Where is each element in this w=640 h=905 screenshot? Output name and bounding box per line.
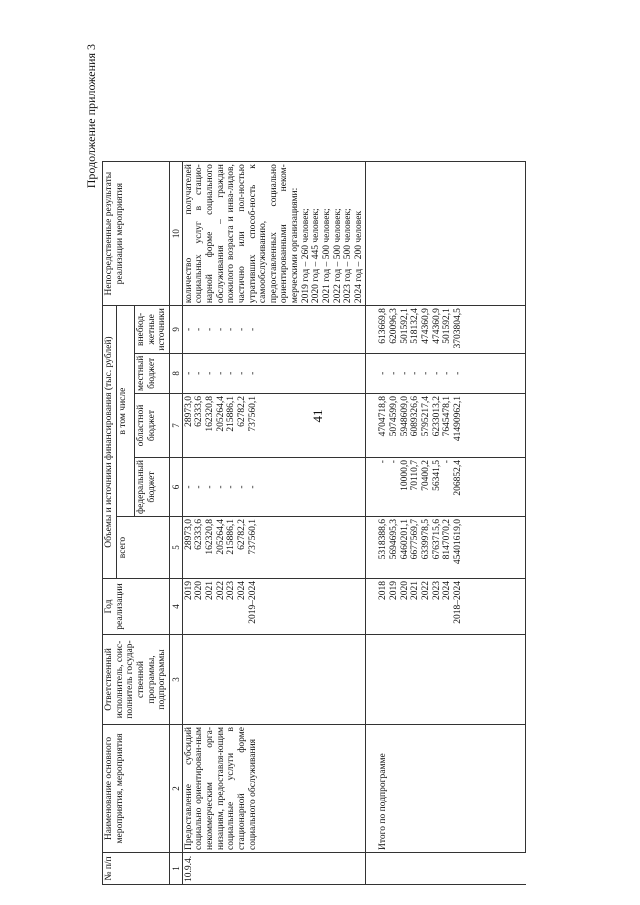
- subprogram-extra-item: 474360,9: [431, 308, 442, 344]
- measure-local-item: -: [247, 371, 258, 375]
- results-lines-item: 2024 год – 200 человек: [353, 210, 364, 304]
- subprogram-regional-item: 6233013,2: [431, 396, 442, 437]
- subprogram-regional-item: 41490962,1: [452, 396, 463, 442]
- measure-local-item: -: [215, 371, 226, 375]
- page-number: 41: [310, 409, 325, 423]
- subprogram-federal-item: -: [378, 460, 389, 464]
- subprogram-regional-item: 4704718,8: [378, 396, 389, 437]
- subprogram-total-item: 45401619,0: [452, 519, 463, 565]
- measure-years-item: 2019–2024: [247, 581, 258, 624]
- measure-results: [182, 162, 366, 306]
- index-cell: 8: [169, 353, 182, 393]
- subprogram-years-item: 2021: [410, 581, 421, 600]
- index-cell: 1: [169, 853, 182, 885]
- subprogram-extra-item: 501592,1: [399, 308, 410, 344]
- header-federal: федеральный бюджет: [134, 458, 169, 517]
- subprogram-total-item: 8147070,2: [442, 519, 453, 560]
- header-executor: Ответственный исполнитель, соис-полнитель государ-ственной программы, подпрограммы: [103, 635, 170, 725]
- header-regional: областной бюджет: [134, 394, 169, 458]
- measure-extra-item: -: [215, 327, 226, 331]
- measure-total-item: 737560,1: [247, 519, 258, 555]
- results-lines-item: 2023 год – 500 человек;: [343, 208, 354, 304]
- funding-table: [102, 161, 526, 885]
- subprogram-extra-item: 620096,3: [389, 308, 400, 344]
- subprogram-total-item: 6339978,5: [420, 519, 431, 560]
- measure-total-item: 62782,2: [236, 519, 247, 550]
- index-cell: 4: [169, 579, 182, 635]
- subprogram-total-item: 5318388,6: [378, 519, 389, 560]
- measure-local-item: -: [226, 371, 237, 375]
- measure-years-item: 2019: [183, 581, 194, 600]
- measure-regional-item: 205264,4: [215, 396, 226, 432]
- measure-total-item: 62333,6: [194, 519, 205, 550]
- measure-total-item: 28973,0: [183, 519, 194, 550]
- header-year: Год реализации: [103, 579, 170, 635]
- measure-years-item: 2023: [226, 581, 237, 600]
- subprogram-total-item: 6763715,6: [431, 519, 442, 560]
- subprogram-local-item: -: [399, 371, 410, 375]
- subprogram-regional-item: 5948609,0: [399, 396, 410, 437]
- subprogram-federal-item: -: [389, 460, 400, 464]
- subprogram-total: [366, 517, 526, 579]
- subprogram-regional: [366, 394, 526, 458]
- subprogram-local-item: -: [442, 371, 453, 375]
- measure-regional-item: 28973,0: [183, 396, 194, 427]
- measure-extra-item: -: [247, 327, 258, 331]
- results-lines-item: 2020 год – 445 человек;: [311, 208, 322, 304]
- measure-regional-item: 162320,8: [205, 396, 216, 432]
- measure-federal-item: -: [215, 485, 226, 489]
- rotated-page-content: [82, 20, 574, 885]
- results-lines-item: 2021 год – 500 человек;: [321, 208, 332, 304]
- subprogram-regional-item: 6089326,6: [410, 396, 421, 437]
- measure-extra-item: -: [194, 327, 205, 331]
- measure-years-item: 2020: [194, 581, 205, 600]
- measure-regional-item: 62782,2: [236, 396, 247, 427]
- measure-executor: [182, 635, 366, 725]
- subprogram-years-item: 2020: [399, 581, 410, 600]
- results-text: количество получателей социальных услуг в стацио-нарной форме социального обслуживания – граждан пожилого возраста и инва-лидов, частично или пол-ностью утративших способ-ность к самообслуживанию, предоставленных социально ориентированными неком-мерческими организациями:: [183, 164, 301, 304]
- subprogram-total-row: [366, 162, 526, 885]
- index-cell: 10: [169, 162, 182, 306]
- index-cell: 5: [169, 517, 182, 579]
- header-results: Непосредственные результаты реализации мероприятия: [103, 162, 170, 306]
- measure-extra-item: -: [183, 327, 194, 331]
- results-lines-item: 2022 год – 500 человек;: [332, 208, 343, 304]
- subprogram-local-item: -: [452, 371, 463, 375]
- header-row-1: [103, 162, 117, 885]
- subprogram-local-item: -: [431, 371, 442, 375]
- index-cell: 6: [169, 458, 182, 517]
- continuation-caption: Продолжение приложения 3: [84, 44, 98, 189]
- results-lines-item: 2019 год – 260 человек;: [300, 208, 311, 304]
- measure-total-item: 205264,4: [215, 519, 226, 555]
- subprogram-local-item: -: [378, 371, 389, 375]
- subprogram-years-item: 2023: [431, 581, 442, 600]
- measure-name: Предоставление субсидий социально ориентирован-ным некоммерческим орга-низациям, предоставля-ющим социальные услуги в стационарной форме социального обслуживания: [182, 725, 366, 853]
- measure-local-item: -: [183, 371, 194, 375]
- subprogram-local-item: -: [410, 371, 421, 375]
- measure-extra: [182, 306, 366, 353]
- index-cell: 7: [169, 394, 182, 458]
- subprogram-total-item: 6460201,1: [399, 519, 410, 560]
- subprogram-extra-item: 613669,8: [378, 308, 389, 344]
- header-local: местный бюджет: [134, 353, 169, 393]
- measure-regional-item: 737560,1: [247, 396, 258, 432]
- subprogram-years-item: 2019: [389, 581, 400, 600]
- measure-total: [182, 517, 366, 579]
- measure-regional-item: 62333,6: [194, 396, 205, 427]
- header-extra: внебюд-жетные источники: [134, 306, 169, 353]
- subprogram-years-item: 2018–2024: [452, 581, 463, 624]
- header-funding: Объемы и источники финансирования (тыс. рублей): [103, 306, 117, 579]
- measure-years-item: 2022: [215, 581, 226, 600]
- subprogram-federal-item: 70110,7: [410, 460, 421, 491]
- subprogram-years-item: 2018: [378, 581, 389, 600]
- measure-federal-item: -: [194, 485, 205, 489]
- measure-regional: [182, 394, 366, 458]
- measure-federal-item: -: [247, 485, 258, 489]
- subprogram-total-item: 5694695,3: [389, 519, 400, 560]
- measure-local-item: -: [205, 371, 216, 375]
- header-measure-name: Наименование основного мероприятия, мероприятия: [103, 725, 170, 853]
- measure-local: [182, 353, 366, 393]
- subprogram-years-item: 2024: [442, 581, 453, 600]
- measure-local-item: -: [236, 371, 247, 375]
- subprogram-local-item: -: [389, 371, 400, 375]
- measure-years: [182, 579, 366, 635]
- header-including: в том числе: [116, 306, 134, 517]
- subprogram-local-item: -: [420, 371, 431, 375]
- subprogram-years: [366, 579, 526, 635]
- subprogram-federal-item: 70400,2: [420, 460, 431, 491]
- measure-federal: [182, 458, 366, 517]
- subprogram-federal-item: 10000,0: [399, 460, 410, 491]
- measure-total-item: 215886,1: [226, 519, 237, 555]
- subprogram-federal: [366, 458, 526, 517]
- subprogram-regional-item: 5074599,0: [389, 396, 400, 437]
- subprogram-extra-item: 474360,9: [420, 308, 431, 344]
- subprogram-local: [366, 353, 526, 393]
- measure-row: [182, 162, 366, 885]
- header-total: всего: [116, 517, 169, 579]
- subprogram-federal-item: 56341,5: [431, 460, 442, 491]
- subprogram-extra: [366, 306, 526, 353]
- measure-years-item: 2024: [236, 581, 247, 600]
- column-index-row: [169, 162, 182, 885]
- measure-federal-item: -: [236, 485, 247, 489]
- subprogram-regional-item: 7645478,1: [442, 396, 453, 437]
- measure-federal-item: -: [205, 485, 216, 489]
- subprogram-extra-item: 501592,1: [442, 308, 453, 344]
- index-cell: 2: [169, 725, 182, 853]
- measure-regional-item: 215886,1: [226, 396, 237, 432]
- measure-federal-item: -: [183, 485, 194, 489]
- subprogram-federal-item: -: [442, 460, 453, 464]
- index-cell: 3: [169, 635, 182, 725]
- index-cell: 9: [169, 306, 182, 353]
- measure-years-item: 2021: [205, 581, 216, 600]
- measure-local-item: -: [194, 371, 205, 375]
- results-lines: [301, 164, 365, 303]
- subprogram-total-label: Итого по подпрограмме: [366, 725, 526, 853]
- subprogram-extra-item: 3703804,5: [452, 308, 463, 349]
- subprogram-federal-item: 206852,4: [452, 460, 463, 496]
- subprogram-extra-item: 518132,4: [410, 308, 421, 344]
- measure-extra-item: -: [226, 327, 237, 331]
- measure-total-item: 162320,8: [205, 519, 216, 555]
- measure-extra-item: -: [236, 327, 247, 331]
- measure-number: 10.9.4.: [182, 853, 366, 885]
- subprogram-regional-item: 5795217,4: [420, 396, 431, 437]
- header-number: № п/п: [103, 853, 170, 885]
- measure-extra-item: -: [205, 327, 216, 331]
- subprogram-total-item: 6677569,7: [410, 519, 421, 560]
- subprogram-years-item: 2022: [420, 581, 431, 600]
- measure-federal-item: -: [226, 485, 237, 489]
